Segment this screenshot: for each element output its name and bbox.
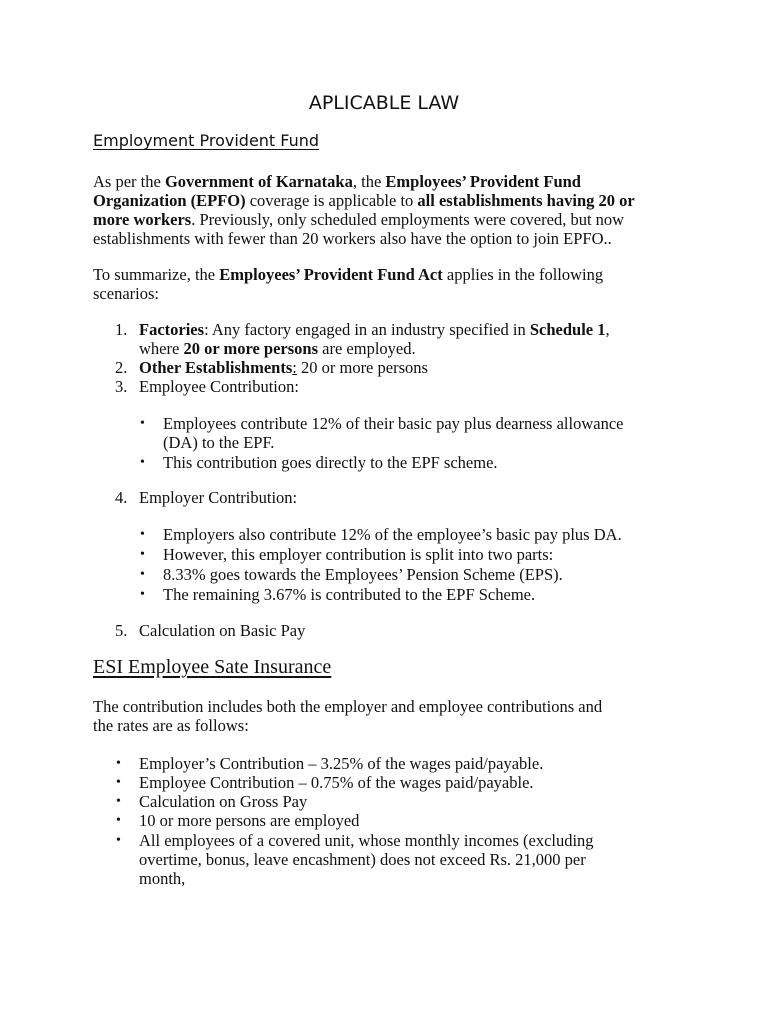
- list-item-employee-contribution: Employee Contribution:: [139, 377, 299, 396]
- esi-intro-line-2: the rates are as follows:: [93, 716, 249, 735]
- employer-bullet-2: However, this employer contribution is split into two parts:: [163, 545, 554, 564]
- bold-text: Other Establishments: [139, 358, 293, 377]
- list-number: 1.: [115, 320, 128, 339]
- bullet-icon: •: [140, 455, 145, 470]
- list-number: 4.: [115, 488, 128, 507]
- list-number: 5.: [115, 621, 128, 640]
- text: are employed.: [318, 339, 416, 358]
- bullet-icon: •: [140, 587, 145, 602]
- esi-bullet-covered-employees-line-3: month,: [139, 869, 186, 888]
- bullet-icon: •: [140, 416, 145, 431]
- list-number: 2.: [115, 358, 128, 377]
- bold-text: Schedule 1: [529, 320, 606, 339]
- esi-heading: ESI Employee Sate Insurance: [93, 656, 332, 678]
- bold-text: Employees’ Provident Fund: [385, 172, 581, 191]
- text: 20 or more persons: [296, 358, 428, 377]
- text: applies in the following: [442, 265, 604, 284]
- text: , the: [352, 172, 386, 191]
- epf-intro-line-2: [93, 191, 635, 210]
- esi-bullet-employee-contribution: Employee Contribution – 0.75% of the wages paid/payable.: [139, 773, 534, 792]
- bullet-icon: •: [116, 756, 121, 771]
- list-item-calculation-basic-pay: Calculation on Basic Pay: [139, 621, 306, 640]
- list-item-employer-contribution: Employer Contribution:: [139, 488, 298, 507]
- epf-intro-line-1: [93, 172, 581, 191]
- employer-bullet-4: The remaining 3.67% is contributed to the EPF Scheme.: [163, 585, 536, 604]
- text: As per the: [93, 172, 165, 191]
- bold-text: all establishments having 20 or: [417, 191, 635, 210]
- bold-text: more workers: [93, 210, 192, 229]
- bold-text: Organization (EPFO): [93, 191, 246, 210]
- bullet-icon: •: [140, 527, 145, 542]
- bullet-icon: •: [140, 567, 145, 582]
- esi-bullet-covered-employees-line-1: All employees of a covered unit, whose monthly incomes (excluding: [139, 831, 594, 850]
- esi-bullet-employer-contribution: Employer’s Contribution – 3.25% of the wages paid/payable.: [139, 754, 544, 773]
- page-title: APLICABLE LAW: [308, 92, 460, 114]
- list-number: 3.: [115, 377, 128, 396]
- bold-text: Government of Karnataka: [164, 172, 353, 191]
- epf-intro-line-4: establishments with fewer than 20 workers also have the option to join EPFO..: [93, 229, 612, 248]
- text: coverage is applicable to: [245, 191, 418, 210]
- bullet-icon: •: [140, 547, 145, 562]
- bullet-icon: •: [116, 833, 121, 848]
- text: To summarize, the: [93, 265, 220, 284]
- employee-bullet-1-line-2: (DA) to the EPF.: [163, 433, 275, 452]
- bold-text: 20 or more persons: [183, 339, 319, 358]
- text: . Previously, only scheduled employments were covered, but now: [191, 210, 625, 229]
- esi-intro-line-1: The contribution includes both the employer and employee contributions and: [93, 697, 603, 716]
- bullet-icon: •: [116, 794, 121, 809]
- underlined-text: :: [292, 358, 297, 377]
- text: ,: [605, 320, 610, 339]
- epf-heading: Employment Provident Fund: [93, 131, 320, 150]
- employee-bullet-1-line-1: Employees contribute 12% of their basic pay plus dearness allowance: [163, 414, 624, 433]
- esi-bullet-persons-employed: 10 or more persons are employed: [139, 811, 360, 830]
- bullet-icon: •: [116, 813, 121, 828]
- list-item-factories-line-2: [139, 339, 416, 358]
- summary-line-1: [93, 265, 603, 284]
- employer-bullet-1: Employers also contribute 12% of the employee’s basic pay plus DA.: [163, 525, 622, 544]
- list-item-factories-line-1: [139, 320, 610, 339]
- text: where: [139, 339, 184, 358]
- employee-bullet-2: This contribution goes directly to the EPF scheme.: [163, 453, 498, 472]
- esi-bullet-gross-pay: Calculation on Gross Pay: [139, 792, 308, 811]
- epf-intro-line-3: [93, 210, 624, 229]
- bold-text: Factories: [139, 320, 205, 339]
- text: : Any factory engaged in an industry specified in: [204, 320, 530, 339]
- esi-bullet-covered-employees-line-2: overtime, bonus, leave encashment) does not exceed Rs. 21,000 per: [139, 850, 586, 869]
- employer-bullet-3: 8.33% goes towards the Employees’ Pension Scheme (EPS).: [163, 565, 563, 584]
- list-item-other-establishments: [139, 358, 428, 377]
- bullet-icon: •: [116, 775, 121, 790]
- bold-text: Employees’ Provident Fund Act: [219, 265, 443, 284]
- summary-line-2: scenarios:: [93, 284, 159, 303]
